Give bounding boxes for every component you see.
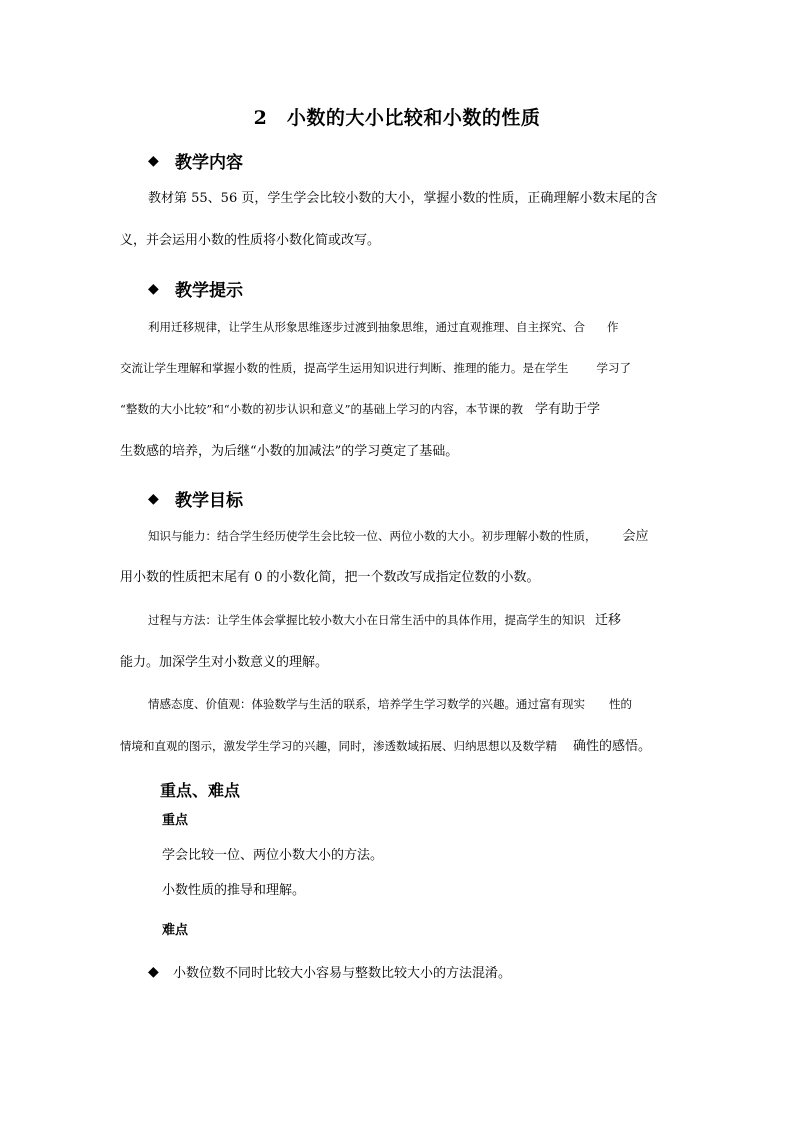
text-fragment: 迁移 bbox=[595, 613, 622, 628]
key-points-label: 重点 bbox=[162, 813, 189, 828]
section-heading-teaching-goals bbox=[148, 486, 243, 511]
page-title: 2 小数的大小比较和小数的性质 bbox=[253, 107, 541, 129]
paragraph-line bbox=[148, 319, 619, 335]
text-fragment: 确性的感悟。 bbox=[573, 739, 652, 754]
text-fragment: 学有助于学 bbox=[535, 402, 601, 417]
paragraph-line bbox=[148, 612, 621, 629]
text-fragment: 情境和直观的图示，激发学生学习的兴趣，同时，渗透数域拓展、归纳思想以及数学精 bbox=[120, 739, 557, 753]
text-fragment: 利用迁移规律，让学生从形象思维逐步过渡到抽象思维，通过直观推理、自主探究、合 bbox=[148, 320, 585, 334]
paragraph-line bbox=[120, 401, 600, 418]
text-fragment: 学习了 bbox=[596, 361, 631, 375]
difficulty-item bbox=[148, 962, 511, 981]
text-fragment: 知识与能力：结合学生经历使学生会比较一位、两位小数的大小。初步理解小数的性质， bbox=[148, 529, 597, 543]
paragraph-line: 生数感的培养，为后继“小数的加减法”的学习奠定了基础。 bbox=[120, 444, 459, 459]
diamond-bullet-icon: ◆ bbox=[148, 280, 159, 297]
difficulty-item-text: 小数位数不同时比较大小容易与整数比较大小的方法混淆。 bbox=[173, 966, 512, 981]
section-heading-teaching-content bbox=[148, 148, 243, 173]
text-fragment: 性的 bbox=[609, 697, 632, 711]
paragraph-line: 用小数的性质把末尾有 0 的小数化简，把一个数改写成指定位数的小数。 bbox=[120, 570, 540, 585]
paragraph-line: 能力。加深学生对小数意义的理解。 bbox=[120, 655, 329, 670]
paragraph-line bbox=[120, 360, 631, 376]
key-point-item: 学会比较一位、两位小数大小的方法。 bbox=[162, 848, 384, 863]
section-heading-text: 教学提示 bbox=[175, 281, 243, 301]
text-fragment: 情感态度、价值观：体验数学与生活的联系，培养学生学习数学的兴趣。通过富有现实 bbox=[148, 697, 585, 711]
section-heading-text: 教学内容 bbox=[175, 153, 243, 173]
section-heading-text: 教学目标 bbox=[175, 491, 243, 511]
diamond-bullet-icon: ◆ bbox=[148, 490, 159, 507]
text-fragment: 作 bbox=[607, 320, 619, 334]
key-difficulty-heading: 重点、难点 bbox=[160, 781, 241, 800]
paragraph-line: 义，并会运用小数的性质将小数化简或改写。 bbox=[120, 233, 381, 248]
text-fragment: 交流让学生理解和掌握小数的性质，提高学生运用知识进行判断、推理的能力。是在学生 bbox=[120, 361, 569, 375]
paragraph-line bbox=[148, 528, 649, 545]
text-fragment: “整数的大小比较”和“小数的初步认识和意义”的基础上学习的内容，本节课的教 bbox=[120, 402, 524, 416]
key-point-item: 小数性质的推导和理解。 bbox=[162, 883, 306, 898]
paragraph-line: 教材第 55、56 页，学生学会比较小数的大小，掌握小数的性质，正确理解小数末尾的含 bbox=[148, 191, 658, 206]
paragraph-line bbox=[120, 738, 651, 755]
text-fragment: 过程与方法：让学生体会掌握比较小数大小在日常生活中的具体作用，提高学生的知识 bbox=[148, 613, 585, 627]
diamond-bullet-icon: ◆ bbox=[148, 963, 159, 980]
text-fragment: 会应 bbox=[622, 529, 649, 544]
paragraph-line bbox=[148, 696, 632, 712]
section-heading-teaching-tips bbox=[148, 276, 243, 301]
diamond-bullet-icon: ◆ bbox=[148, 152, 159, 169]
difficulty-label: 难点 bbox=[162, 923, 189, 938]
